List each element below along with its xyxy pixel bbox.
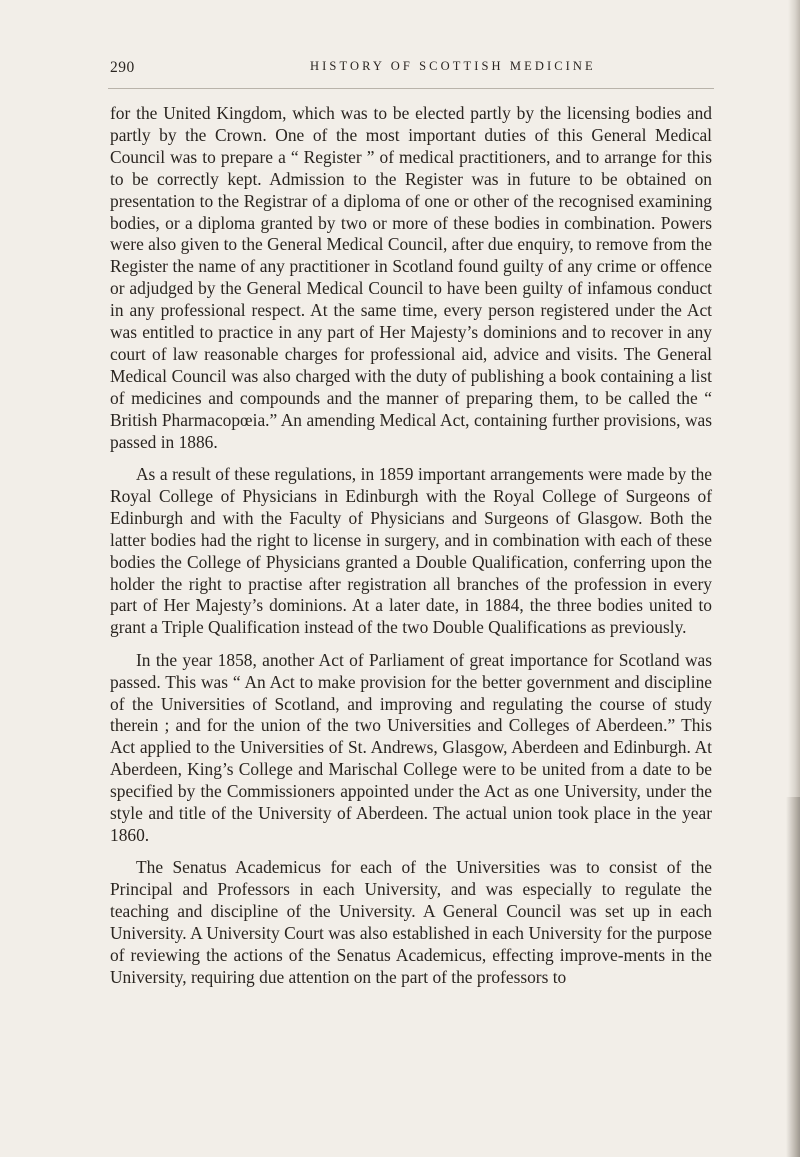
- page-number: 290: [110, 59, 135, 76]
- paragraph-2: As a result of these regulations, in 1859 important arrangements were made by the Royal College of Physicians in Edinburgh with the Royal College of Surgeons of Edinburgh and with the Faculty of Physicians and Surgeons of Glasgow. Both the latter bodies had the right to license in surgery, and in combination with each of these bodies the College of Physicians granted a Double Qualification, conferring upon the holder the right to practise after registration all branches of the profession in every part of Her Majesty’s dominions. At a later date, in 1884, the three bodies united to grant a Triple Qualification instead of the two Double Qualifications as previously.: [110, 464, 712, 638]
- page-header: [110, 59, 710, 83]
- paragraph-3: In the year 1858, another Act of Parliament of great importance for Scotland was passed. This was “ An Act to make provision for the better government and discipline of the Universities of Scotland, and improving and regulating the course of study therein ; and for the union of the two Universities and Colleges of Aberdeen.” This Act applied to the Universities of St. Andrews, Glasgow, Aberdeen and Edinburgh. At Aberdeen, King’s College and Marischal College were to be united from a date to be specified by the Commissioners appointed under the Act as one University, under the style and title of the University of Aberdeen. The actual union took place in the year 1860.: [110, 649, 712, 845]
- paragraph-1: for the United Kingdom, which was to be elected partly by the licensing bodies and partly by the Crown. One of the most important duties of this General Medical Council was to prepare a “ Register ” of medical practitioners, and to arrange for this to be correctly kept. Admission to the Register was in future to be obtained on presentation to the Registrar of a diploma of one or other of the recognised examining bodies, or a diploma granted by two or more of these bodies in combination. Powers were also given to the General Medical Council, after due enquiry, to remove from the Register the name of any practitioner in Scotland found guilty of any crime or offence or adjudged by the General Medical Council to have been guilty of infamous conduct in any professional respect. At the same time, every person registered under the Act was entitled to practice in any part of Her Majesty’s dominions and to recover in any court of law reasonable charges for professional aid, advice and visits. The General Medical Council was also charged with the duty of publishing a book containing a list of medicines and compounds and the manner of preparing them, to be called the “ British Pharmacopœia.” An amending Medical Act, containing further provisions, was passed in 1886.: [110, 103, 712, 452]
- running-head: HISTORY OF SCOTTISH MEDICINE: [310, 59, 596, 73]
- page-edge-shadow-bottom: [786, 797, 800, 1157]
- paragraph-4: The Senatus Academicus for each of the Universities was to consist of the Principal and Professors in each University, and was especially to regulate the teaching and discipline of the University. A General Council was set up in each University. A University Court was also established in each University for the purpose of reviewing the actions of the Senatus Academicus, effecting improve-ments in the University, requiring due attention on the part of the professors to: [110, 857, 712, 987]
- body-text: [110, 103, 712, 999]
- header-rule: [108, 88, 714, 89]
